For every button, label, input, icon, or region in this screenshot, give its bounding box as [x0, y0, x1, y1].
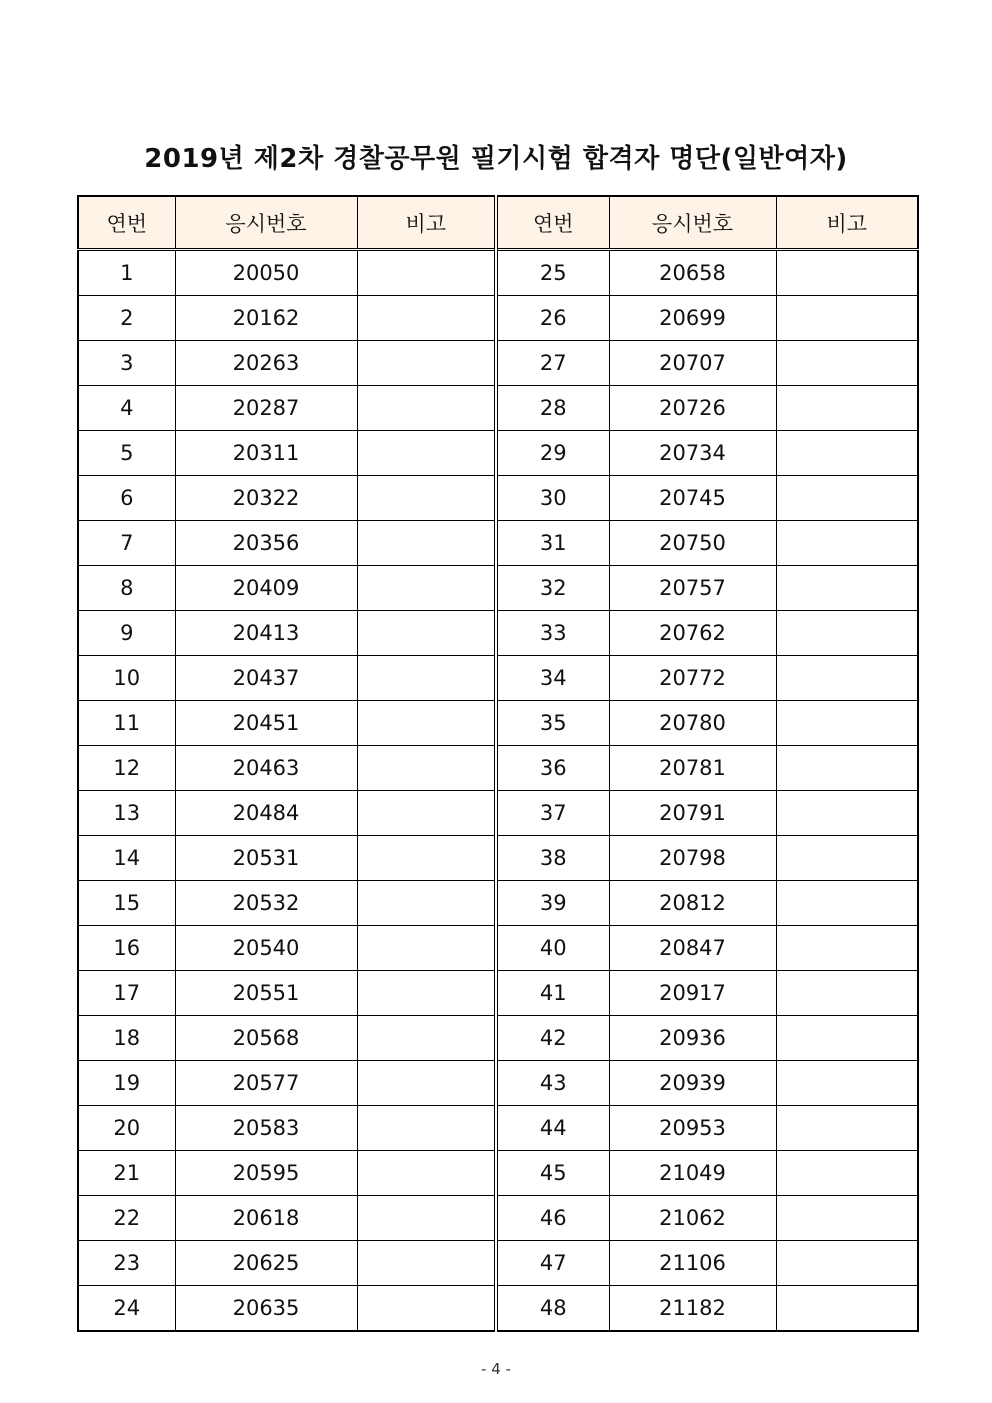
- cell-remarks-left: [357, 1151, 496, 1196]
- cell-remarks-right: [776, 1151, 918, 1196]
- cell-remarks-left: [357, 250, 496, 296]
- cell-serial-left: 6: [78, 476, 175, 521]
- header-remarks-right: 비고: [776, 196, 918, 250]
- cell-remarks-left: [357, 476, 496, 521]
- cell-serial-right: 27: [496, 341, 609, 386]
- cell-exam-number-left: 20263: [175, 341, 357, 386]
- cell-serial-right: 37: [496, 791, 609, 836]
- cell-remarks-right: [776, 791, 918, 836]
- cell-remarks-right: [776, 521, 918, 566]
- header-exam-number-right: 응시번호: [609, 196, 776, 250]
- cell-remarks-left: [357, 386, 496, 431]
- cell-remarks-right: [776, 881, 918, 926]
- cell-serial-right: 46: [496, 1196, 609, 1241]
- table-row: [78, 1106, 918, 1151]
- cell-remarks-left: [357, 746, 496, 791]
- page-number: - 4 -: [481, 1360, 511, 1378]
- cell-serial-left: 11: [78, 701, 175, 746]
- cell-serial-right: 41: [496, 971, 609, 1016]
- header-exam-number-left: 응시번호: [175, 196, 357, 250]
- cell-exam-number-left: 20583: [175, 1106, 357, 1151]
- cell-remarks-right: [776, 656, 918, 701]
- cell-serial-left: 3: [78, 341, 175, 386]
- cell-exam-number-right: 20781: [609, 746, 776, 791]
- cell-exam-number-right: 20762: [609, 611, 776, 656]
- cell-serial-left: 8: [78, 566, 175, 611]
- cell-serial-left: 19: [78, 1061, 175, 1106]
- table-row: [78, 1016, 918, 1061]
- cell-serial-left: 21: [78, 1151, 175, 1196]
- cell-serial-left: 13: [78, 791, 175, 836]
- table-row: [78, 250, 918, 296]
- cell-remarks-left: [357, 656, 496, 701]
- table-header: [78, 196, 918, 250]
- cell-exam-number-right: 20847: [609, 926, 776, 971]
- page-title: 2019년 제2차 경찰공무원 필기시험 합격자 명단(일반여자): [144, 144, 848, 174]
- cell-exam-number-left: 20463: [175, 746, 357, 791]
- table-row: [78, 791, 918, 836]
- cell-serial-right: 45: [496, 1151, 609, 1196]
- cell-serial-left: 12: [78, 746, 175, 791]
- header-serial-right: 연번: [496, 196, 609, 250]
- cell-remarks-right: [776, 1241, 918, 1286]
- table-row: [78, 341, 918, 386]
- cell-remarks-right: [776, 971, 918, 1016]
- cell-serial-left: 4: [78, 386, 175, 431]
- cell-remarks-right: [776, 431, 918, 476]
- table-row: [78, 746, 918, 791]
- cell-exam-number-left: 20050: [175, 250, 357, 296]
- cell-serial-right: 29: [496, 431, 609, 476]
- table-row: [78, 476, 918, 521]
- cell-serial-right: 31: [496, 521, 609, 566]
- cell-serial-right: 43: [496, 1061, 609, 1106]
- table-row: [78, 1151, 918, 1196]
- cell-exam-number-left: 20618: [175, 1196, 357, 1241]
- cell-exam-number-right: 20699: [609, 296, 776, 341]
- cell-serial-left: 23: [78, 1241, 175, 1286]
- table-row: [78, 296, 918, 341]
- cell-exam-number-right: 20953: [609, 1106, 776, 1151]
- cell-remarks-right: [776, 746, 918, 791]
- table-row: [78, 1061, 918, 1106]
- cell-remarks-right: [776, 926, 918, 971]
- cell-exam-number-left: 20531: [175, 836, 357, 881]
- cell-exam-number-left: 20577: [175, 1061, 357, 1106]
- cell-serial-left: 22: [78, 1196, 175, 1241]
- cell-remarks-right: [776, 476, 918, 521]
- cell-serial-right: 44: [496, 1106, 609, 1151]
- cell-serial-left: 1: [78, 250, 175, 296]
- cell-remarks-right: [776, 1286, 918, 1332]
- table-row: [78, 701, 918, 746]
- cell-serial-left: 9: [78, 611, 175, 656]
- cell-remarks-left: [357, 611, 496, 656]
- header-remarks-left: 비고: [357, 196, 496, 250]
- results-table: [77, 195, 919, 1332]
- cell-exam-number-right: 21182: [609, 1286, 776, 1332]
- cell-serial-right: 26: [496, 296, 609, 341]
- cell-exam-number-right: 21106: [609, 1241, 776, 1286]
- header-serial-left: 연번: [78, 196, 175, 250]
- cell-exam-number-left: 20635: [175, 1286, 357, 1332]
- cell-serial-right: 47: [496, 1241, 609, 1286]
- cell-serial-right: 32: [496, 566, 609, 611]
- table-body: [78, 250, 918, 1332]
- cell-serial-right: 36: [496, 746, 609, 791]
- cell-remarks-right: [776, 296, 918, 341]
- cell-remarks-right: [776, 566, 918, 611]
- cell-exam-number-left: 20287: [175, 386, 357, 431]
- cell-remarks-left: [357, 926, 496, 971]
- cell-serial-right: 42: [496, 1016, 609, 1061]
- table-row: [78, 926, 918, 971]
- cell-serial-right: 35: [496, 701, 609, 746]
- cell-serial-left: 7: [78, 521, 175, 566]
- cell-remarks-left: [357, 836, 496, 881]
- cell-exam-number-right: 20936: [609, 1016, 776, 1061]
- table-row: [78, 1286, 918, 1332]
- cell-remarks-right: [776, 836, 918, 881]
- cell-remarks-right: [776, 1106, 918, 1151]
- cell-remarks-left: [357, 1106, 496, 1151]
- cell-remarks-left: [357, 1016, 496, 1061]
- table-row: [78, 386, 918, 431]
- cell-exam-number-right: 20734: [609, 431, 776, 476]
- cell-remarks-right: [776, 1016, 918, 1061]
- cell-remarks-right: [776, 701, 918, 746]
- cell-exam-number-left: 20356: [175, 521, 357, 566]
- cell-exam-number-right: 20757: [609, 566, 776, 611]
- cell-remarks-right: [776, 1061, 918, 1106]
- table-row: [78, 836, 918, 881]
- cell-exam-number-left: 20484: [175, 791, 357, 836]
- cell-exam-number-left: 20322: [175, 476, 357, 521]
- cell-serial-right: 25: [496, 250, 609, 296]
- cell-exam-number-left: 20551: [175, 971, 357, 1016]
- cell-serial-left: 14: [78, 836, 175, 881]
- cell-exam-number-right: 20772: [609, 656, 776, 701]
- cell-exam-number-left: 20311: [175, 431, 357, 476]
- cell-remarks-right: [776, 341, 918, 386]
- cell-remarks-left: [357, 1286, 496, 1332]
- cell-exam-number-right: 20750: [609, 521, 776, 566]
- cell-remarks-right: [776, 611, 918, 656]
- cell-remarks-right: [776, 250, 918, 296]
- table-row: [78, 431, 918, 476]
- cell-serial-right: 39: [496, 881, 609, 926]
- cell-exam-number-right: 20780: [609, 701, 776, 746]
- cell-remarks-left: [357, 791, 496, 836]
- cell-remarks-left: [357, 521, 496, 566]
- cell-serial-right: 33: [496, 611, 609, 656]
- cell-serial-left: 16: [78, 926, 175, 971]
- cell-serial-right: 38: [496, 836, 609, 881]
- cell-serial-right: 34: [496, 656, 609, 701]
- cell-serial-right: 48: [496, 1286, 609, 1332]
- cell-exam-number-right: 20658: [609, 250, 776, 296]
- cell-remarks-left: [357, 1061, 496, 1106]
- cell-exam-number-right: 21062: [609, 1196, 776, 1241]
- cell-serial-left: 2: [78, 296, 175, 341]
- cell-remarks-left: [357, 296, 496, 341]
- cell-exam-number-left: 20413: [175, 611, 357, 656]
- cell-exam-number-left: 20162: [175, 296, 357, 341]
- cell-remarks-left: [357, 431, 496, 476]
- cell-serial-left: 24: [78, 1286, 175, 1332]
- cell-exam-number-left: 20409: [175, 566, 357, 611]
- header-row: [78, 196, 918, 250]
- cell-exam-number-right: 20726: [609, 386, 776, 431]
- table-row: [78, 881, 918, 926]
- cell-exam-number-right: 20745: [609, 476, 776, 521]
- table-row: [78, 1241, 918, 1286]
- cell-exam-number-left: 20625: [175, 1241, 357, 1286]
- cell-remarks-left: [357, 1241, 496, 1286]
- cell-remarks-left: [357, 881, 496, 926]
- cell-exam-number-right: 20707: [609, 341, 776, 386]
- cell-remarks-left: [357, 1196, 496, 1241]
- results-table-container: [77, 195, 917, 1332]
- cell-serial-left: 20: [78, 1106, 175, 1151]
- cell-serial-left: 10: [78, 656, 175, 701]
- cell-exam-number-left: 20532: [175, 881, 357, 926]
- table-row: [78, 656, 918, 701]
- cell-exam-number-left: 20568: [175, 1016, 357, 1061]
- cell-exam-number-right: 20812: [609, 881, 776, 926]
- cell-exam-number-right: 20939: [609, 1061, 776, 1106]
- cell-exam-number-right: 20791: [609, 791, 776, 836]
- table-row: [78, 521, 918, 566]
- cell-remarks-right: [776, 386, 918, 431]
- cell-exam-number-left: 20540: [175, 926, 357, 971]
- cell-serial-right: 40: [496, 926, 609, 971]
- cell-serial-left: 5: [78, 431, 175, 476]
- cell-remarks-right: [776, 1196, 918, 1241]
- table-row: [78, 611, 918, 656]
- cell-remarks-left: [357, 341, 496, 386]
- table-row: [78, 971, 918, 1016]
- cell-exam-number-left: 20437: [175, 656, 357, 701]
- cell-serial-left: 17: [78, 971, 175, 1016]
- table-row: [78, 1196, 918, 1241]
- cell-exam-number-left: 20595: [175, 1151, 357, 1196]
- cell-serial-right: 28: [496, 386, 609, 431]
- table-row: [78, 566, 918, 611]
- cell-remarks-left: [357, 971, 496, 1016]
- cell-exam-number-right: 21049: [609, 1151, 776, 1196]
- cell-serial-right: 30: [496, 476, 609, 521]
- cell-remarks-left: [357, 566, 496, 611]
- cell-exam-number-left: 20451: [175, 701, 357, 746]
- cell-serial-left: 15: [78, 881, 175, 926]
- cell-remarks-left: [357, 701, 496, 746]
- cell-exam-number-right: 20917: [609, 971, 776, 1016]
- cell-exam-number-right: 20798: [609, 836, 776, 881]
- cell-serial-left: 18: [78, 1016, 175, 1061]
